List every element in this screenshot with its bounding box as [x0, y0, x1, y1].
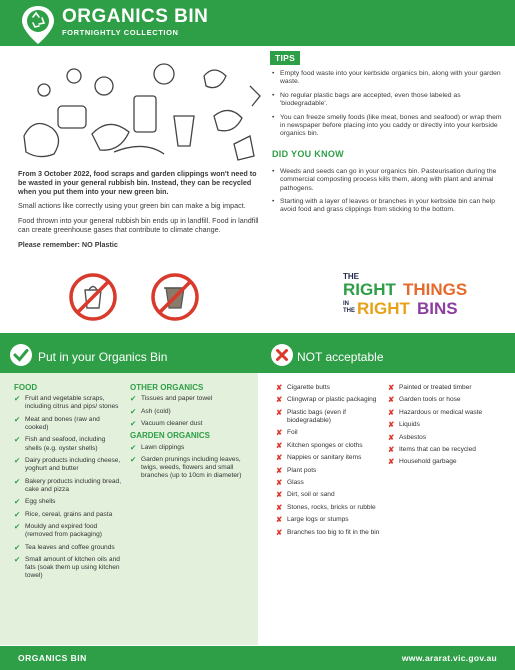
list-item: ✘ Cigarette butts [276, 383, 330, 392]
check-icon: ✔ [14, 476, 21, 486]
intro-text [18, 170, 263, 256]
list-item: ✔ Meat and bones (raw and cooked) [14, 414, 100, 431]
cross-icon: ✘ [276, 428, 283, 438]
cross-icon: ✘ [276, 407, 283, 417]
list-item: ✔ Egg shells [14, 497, 56, 507]
cross-icon: ✘ [276, 395, 283, 405]
footer-title: ORGANICS BIN [18, 653, 87, 663]
info-column [270, 48, 505, 220]
logo-text: THINGS [403, 280, 468, 299]
check-icon: ✔ [14, 554, 21, 564]
cross-icon: ✘ [276, 515, 283, 525]
cross-icon: ✘ [276, 440, 283, 450]
logo-text: BINS [417, 299, 458, 318]
list-item: ✔ Lawn clippings [130, 442, 185, 452]
check-icon: ✔ [130, 442, 137, 452]
list-item: ✘ Nappies or sanitary items [276, 453, 362, 463]
tips-heading: TIPS [270, 51, 300, 65]
list-item: ✘ Asbestos [388, 432, 427, 442]
check-icon: ✔ [130, 394, 137, 404]
cross-icon [271, 344, 293, 366]
list-item: ✘ Garden tools or hose [388, 395, 461, 405]
list-item: ✔ Fish and seafood, including shells (e.g. oyster shells) [14, 435, 106, 452]
list-item: ✔ Ash (cold) [130, 406, 171, 416]
intro-lead: From 3 October 2022, food scraps and garden clippings won't need to be wasted in your general rubbish bin. Instead, they can be recycled when you put them into your new green bin. [18, 169, 257, 196]
list-item: ✘ Plastic bags (even if biodegradable) [276, 407, 347, 424]
check-icon: ✔ [14, 394, 21, 404]
check-icon [10, 344, 32, 366]
page-title: ORGANICS BIN [62, 6, 209, 27]
check-icon: ✔ [14, 455, 21, 465]
list-item: ✘ Household garbage [388, 457, 457, 467]
list-item: ✔ Fruit and vegetable scraps, including citrus and pips/ stones [14, 394, 119, 411]
list-item: • Weeds and seeds can go in your organics bin. Pasteurisation during the commercial composting process kills them, along with plant and animal pathogens. [270, 168, 505, 193]
food-column [14, 384, 122, 585]
right-things-right-bins-logo [343, 270, 503, 320]
check-icon: ✔ [14, 521, 21, 531]
logo-text: RIGHT [357, 299, 410, 318]
list-item: ✔ Bakery products including bread, cake and pizza [14, 476, 122, 493]
check-icon: ✔ [14, 509, 21, 519]
list-item: ✘ Items that can be recycled [388, 444, 476, 454]
list-item: ✘ Hazardous or medical waste [388, 407, 483, 417]
recycle-icon [20, 4, 56, 46]
list-item: • Starting with a layer of leaves or branches in your kerbside bin can help avoid food and grass clippings from sticking to the bottom. [270, 198, 505, 215]
list-item: • You can freeze smelly foods (like meat, bones and seafood) or wrap them in newspaper before placing into you caddy or directly into your kerbside organics bin. [270, 114, 505, 139]
list-item: ✔ Tissues and paper towel [130, 394, 213, 404]
list-item: ✔ Mouldy and expired food (removed from packaging) [14, 521, 102, 539]
list-item: ✔ Dairy products including cheese, yoghurt and butter [14, 455, 121, 473]
cross-icon: ✘ [276, 502, 283, 512]
list-item: ✘ Foil [276, 428, 298, 438]
list-item: ✘ Stones, rocks, bricks or rubble [276, 502, 376, 512]
cross-icon: ✘ [276, 490, 283, 500]
cross-icon: ✘ [388, 457, 395, 467]
cross-icon: ✘ [276, 453, 283, 463]
logo-text: THE [343, 272, 359, 281]
cross-icon: ✘ [388, 407, 395, 417]
page-subtitle: FORTNIGHTLY COLLECTION [62, 28, 179, 37]
list-item: ✘ Clingwrap or plastic packaging [276, 395, 377, 405]
check-icon: ✔ [130, 454, 137, 464]
cross-icon: ✘ [388, 395, 395, 405]
footer-website-link[interactable]: www.ararat.vic.gov.au [401, 653, 497, 663]
cross-icon: ✘ [388, 420, 395, 430]
check-icon: ✔ [14, 435, 21, 445]
logo-text: THE [343, 308, 355, 314]
no-plastic-reminder: Please remember: NO Plastic [18, 239, 118, 249]
cross-icon: ✘ [388, 432, 395, 442]
not-acceptable-title: NOT acceptable [297, 350, 384, 364]
cross-icon: ✘ [276, 527, 283, 537]
check-icon: ✔ [14, 497, 21, 507]
list-item: • No regular plastic bags are accepted, even those labeled as 'biodegradable'. [270, 92, 505, 109]
list-item: ✘ Painted or treated timber [388, 383, 472, 392]
list-item: ✘ Plant pots [276, 465, 317, 475]
food-waste-illustration [14, 56, 264, 164]
did-you-know-list [270, 168, 505, 215]
check-icon: ✔ [14, 414, 21, 424]
cross-icon: ✘ [388, 444, 395, 454]
garden-organics-heading: GARDEN ORGANICS [130, 431, 211, 441]
list-item: • Empty food waste into your kerbside organics bin, along with your garden waste. [270, 70, 505, 87]
other-organics-heading: OTHER ORGANICS [130, 383, 204, 392]
intro-paragraph: Food thrown into your general rubbish bin ends up in landfill. Food in landfill can create greenhouse gases that contribute to climate change. [18, 216, 259, 234]
list-item: ✔ Rice, cereal, grains and pasta [14, 509, 113, 519]
check-icon: ✔ [130, 418, 137, 428]
food-heading: FOOD [14, 383, 38, 392]
list-item: ✔ Tea leaves and coffee grounds [14, 542, 115, 552]
other-organics-column [130, 384, 250, 485]
cross-icon: ✘ [276, 383, 283, 392]
no-plastic-icons [66, 270, 216, 324]
list-item: ✘ Glass [276, 477, 304, 487]
list-item: ✘ Large logs or stumps [276, 515, 349, 525]
cross-icon: ✘ [276, 465, 283, 475]
check-icon: ✔ [130, 406, 137, 416]
did-you-know-heading: DID YOU KNOW [272, 148, 344, 159]
put-in-title: Put in your Organics Bin [38, 350, 168, 364]
list-item: ✘ Dirt, soil or sand [276, 490, 335, 500]
intro-paragraph: Small actions like correctly using your green bin can make a big impact. [18, 201, 246, 211]
list-item: ✔ Vacuum cleaner dust [130, 418, 203, 428]
no-plastic-bin-icon [153, 275, 197, 319]
logo-text: RIGHT [343, 280, 396, 299]
cross-icon: ✘ [276, 477, 283, 487]
not-acceptable-column-2 [388, 384, 508, 471]
check-icon: ✔ [14, 542, 21, 552]
not-acceptable-column-1 [276, 384, 384, 541]
cross-icon: ✘ [388, 383, 395, 392]
list-item: ✔ Garden prunings including leaves, twigs, weeds, flowers and small branches (up to 10cm in diameter) [130, 454, 242, 480]
list-item: ✔ Small amount of kitchen oils and fats (soak them up using kitchen towel) [14, 554, 120, 580]
logo-text: IN [343, 301, 349, 307]
no-plastic-bag-icon [71, 275, 115, 319]
tips-list [270, 70, 505, 139]
list-item: ✘ Liquids [388, 420, 420, 430]
list-item: ✘ Branches too big to fit in the bin [276, 527, 380, 537]
list-item: ✘ Kitchen sponges or cloths [276, 440, 363, 450]
